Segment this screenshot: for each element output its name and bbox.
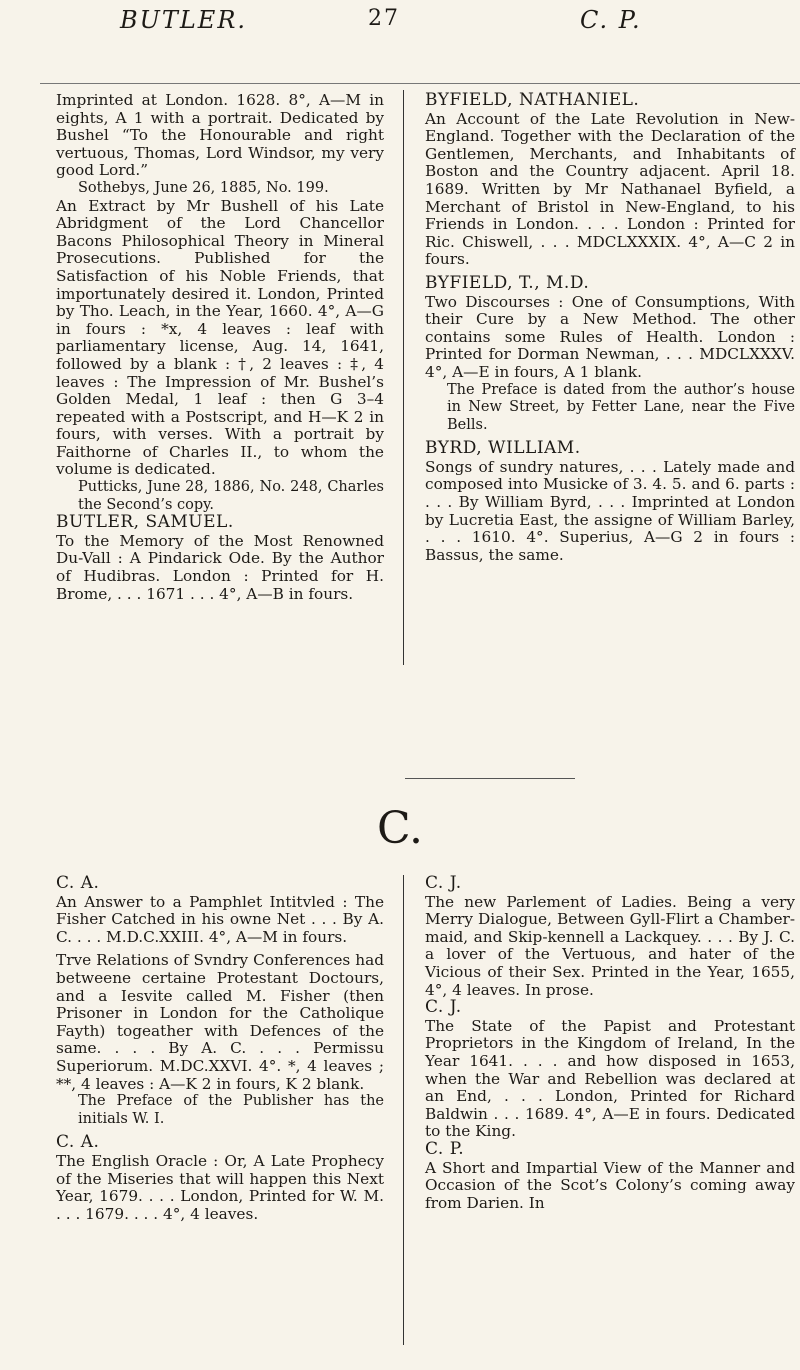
entry-trve-relations	[56, 952, 384, 1128]
section-rule	[405, 778, 575, 779]
entry-butler-samuel	[56, 514, 384, 603]
entry-heading: BYRD, WILLIAM.	[425, 438, 581, 459]
entry-heading: C. J.	[425, 997, 462, 1018]
entry-text: Songs of sundry natures, . . . Lately made and composed into Musicke of 3. 4. 5. and 6. parts : . . . By William Byrd, . . . Imprinted at London by Lucretia East, the assigne of William Barley, . . . 1610. 4°. Superius, A—G 2 in fours : Bassus, the same.	[425, 457, 795, 564]
section-letter: C.	[376, 803, 424, 854]
entry-byrd-william	[425, 440, 795, 564]
entry-extract	[56, 198, 384, 515]
entry-text: The State of the Papist and Protestant Proprietors in the Kingdom of Ireland, In the Year 1641. . . . and how disposed in 1653, when the War and Rebellion was declared at an End, . . . London, Printed for Richard Baldwin . . . 1689. 4°, A—E in fours. Dedicated to the King.	[425, 1016, 795, 1141]
header-rule	[40, 83, 800, 84]
entry-heading: C. A.	[56, 873, 100, 893]
column-bottom-left	[56, 875, 384, 1223]
entry-heading: C. J.	[425, 873, 462, 893]
entry-text: Imprinted at London. 1628. 8°, A—M in eights, A 1 with a portrait. Dedicated by Bushel “To the Honourable and right vertuous, Thomas, Lord Windsor, my very good Lord.”	[56, 91, 384, 180]
entry-cp-view	[425, 1138, 795, 1212]
entry-butler-continued	[56, 92, 384, 198]
entry-text: Trve Relations of Svndry Conferences had betweene certaine Protestant Doctours, and a Iesvite called M. Fisher (then Prisoner in London for the Catholique Fayth) togeather with Defences of the same. . . . By A. C. . . . Permissu Superiorum. M.DC.XXVI. 4°. *, 4 leaves ; **, 4 leaves : A—K 2 in fours, K 2 blank.	[56, 951, 384, 1093]
entry-heading: BYFIELD, T., M.D.	[425, 272, 590, 293]
page-number: 27	[368, 6, 400, 31]
entry-text: Two Discourses : One of Consumptions, With their Cure by a New Method. The other contains some Rules of Health. London : Printed for Dorman Newman, . . . MDCLXXXV. 4°, A—E in fours, A 1 blank.	[425, 292, 795, 381]
entry-text: An Extract by Mr Bushell of his Late Abridgment of the Lord Chancellor Bacons Philosophical Theory in Mineral Prosecutions. Published for the Satisfaction of his Noble Friends, that importunately desired it. London, Printed by Tho. Leach, in the Year, 1660. 4°, A—G in fours : *x, 4 leaves : leaf with parliamentary license, Aug. 14, 1641, followed by a blank : †, 2 leaves : ‡, 4 leaves : The Impression of Mr. Bushel’s Golden Medal, 1 leaf : then G 3–4 repeated with a Postscript, and H—K 2 in fours, with verses. With a portrait by Faithorne of Charles II., to whom the volume is dedicated.	[56, 196, 384, 479]
sale-note: Putticks, June 28, 1886, No. 248, Charles the Second’s copy.	[78, 479, 384, 513]
sale-note: Sothebys, June 26, 1885, No. 199.	[78, 179, 329, 196]
entry-cj-parlement	[425, 875, 795, 999]
entry-text: A Short and Impartial View of the Manner and Occasion of the Scot’s Colony’s coming away from Darien. In	[425, 1158, 795, 1212]
entry-byfield-t	[425, 272, 795, 434]
entry-text: The new Parlement of Ladies. Being a very Merry Dialogue, Between Gyll-Flirt a Chamber-maid, and Skip-kennell a Lackquey. . . . By J. C. a lover of the Vertuous, and hater of the Vicious of their Sex. Printed in the Year, 1655, 4°, 4 leaves. In prose.	[425, 892, 795, 999]
entry-ca-answer	[56, 875, 384, 946]
column-top-left	[56, 92, 384, 603]
entry-ca-oracle	[56, 1134, 384, 1223]
entry-heading: BYFIELD, NATHANIEL.	[425, 90, 640, 110]
entry-note: The Preface of the Publisher has the initials W. I.	[78, 1093, 384, 1127]
column-top-right	[425, 92, 795, 564]
entry-text: To the Memory of the Most Renowned Du-Vall : A Pindarick Ode. By the Author of Hudibras. London : Printed for H. Brome, . . . 1671 . . . 4°, A—B in fours.	[56, 531, 384, 603]
entry-text: An Answer to a Pamphlet Intitvled : The Fisher Catched in his owne Net . . . By A. C. . . . M.D.C.XXIII. 4°, A—M in fours.	[56, 892, 384, 946]
entry-cj-state	[425, 999, 795, 1141]
running-head	[0, 6, 800, 46]
column-bottom-right	[425, 875, 795, 1212]
entry-text: An Account of the Late Revolution in New-England. Together with the Declaration of the Gentlemen, Merchants, and Inhabitants of Boston and the Country adjacent. April 18. 1689. Written by Mr Nathanael Byfield, a Merchant of Bristol in New-England, to his Friends in London. . . . London : Printed for Ric. Chiswell, . . . MDCLXXXIX. 4°, A—C 2 in fours.	[425, 109, 795, 269]
column-divider-top	[403, 90, 404, 665]
entry-heading: C. P.	[425, 1138, 465, 1159]
column-divider-bottom	[403, 875, 404, 1345]
entry-note: The Preface is dated from the author’s house in New Street, by Fetter Lane, near the Five Bells.	[447, 381, 795, 433]
running-head-right: C. P.	[580, 6, 642, 34]
entry-heading: C. A.	[56, 1132, 100, 1153]
entry-text: The English Oracle : Or, A Late Prophecy of the Miseries that will happen this Next Year, 1679. . . . London, Printed for W. M. . . . 1679. . . . 4°, 4 leaves.	[56, 1151, 384, 1223]
running-head-left: BUTLER.	[120, 6, 248, 34]
entry-byfield-nathaniel	[425, 92, 795, 269]
entry-heading: BUTLER, SAMUEL.	[56, 512, 234, 533]
